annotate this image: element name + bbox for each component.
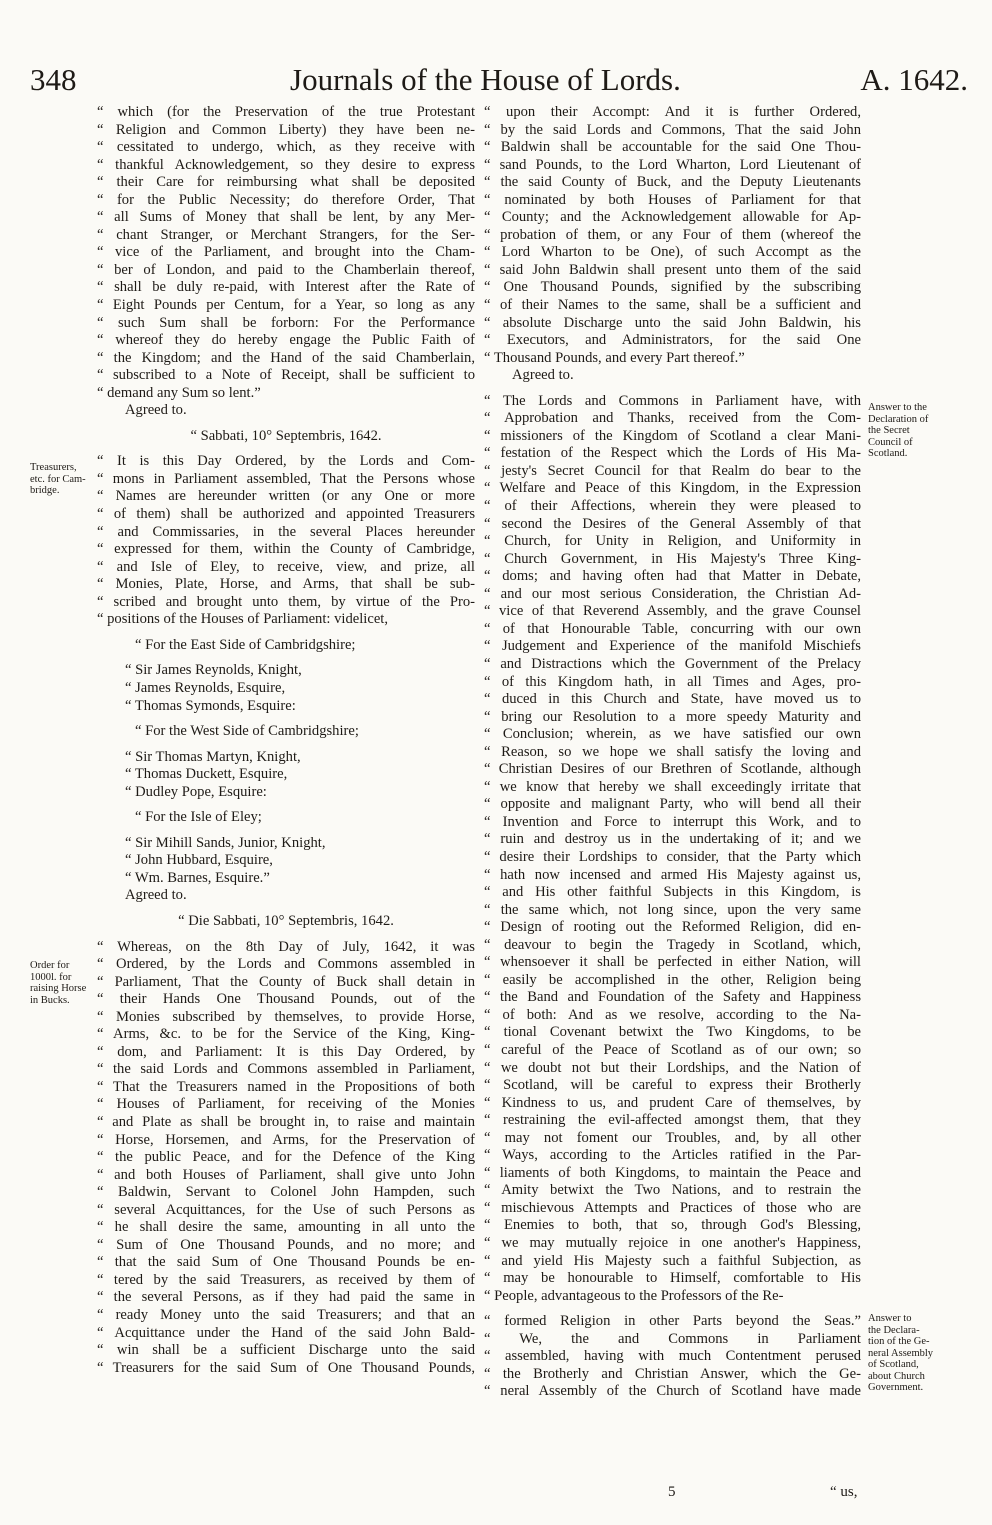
text-line: “ for the Public Necessity; do therefore Order, That [97,191,475,208]
text-line: “ Sum of One Thousand Pounds, and no more; and [97,1236,475,1253]
text-line: “ Houses of Parliament, for receiving of the Monies [97,1096,475,1113]
text-line: “ Christian Desires of our Brethren of Scotlande, although [484,761,861,778]
text-line: “ jesty's Secret Council for that Realm do bear to the [484,462,861,479]
text-line: “ careful of the Peace of Scotland as of our own; so [484,1041,861,1058]
text-line: “ of this Kingdom hath, in all Times and Ages, pro- [484,673,861,690]
text-line: “ Names are hereunder written (or any One or more [97,488,475,505]
text-line: “ sand Pounds, to the Lord Wharton, Lord Lieutenant of [484,156,861,173]
text-line: “ Kindness to us, and prudent Care of themselves, by [484,1094,861,1111]
text-line: “ scribed and brought unto them, by virtue of the Pro- [97,593,475,610]
text-line: “ Horse, Horsemen, and Arms, for the Preservation of [97,1131,475,1148]
text-line: “ and yield His Majesty such a faithful Subjection, as [484,1252,861,1269]
text-line: “ the said County of Buck, and the Deputy Lieutenants [484,174,861,191]
text-line: “ We, the and Commons in Parliament [484,1330,861,1347]
text-line: “ doms; and having often had that Matter in Debate, [484,568,861,585]
text-line: “ Approbation and Thanks, received from the Com- [484,410,861,427]
text-line: “ County; and the Acknowledgement allowable for Ap- [484,209,861,226]
text-line: “ several Acquittances, for the Use of such Persons as [97,1201,475,1218]
text-line: “ may be honourable to Himself, comfortable to His [484,1270,861,1287]
text-line: “ probation of them, or any Four of them (whereof the [484,226,861,243]
text-line: “ and Isle of Eley, to receive, view, and prize, all [97,558,475,575]
text-line: “ vice of the Parliament, and brought into the Cham- [97,244,475,261]
text-line: “ Scotland, will be careful to express their Brotherly [484,1077,861,1094]
text-line: “ festation of the Respect which the Lords of His Ma- [484,445,861,462]
section-heading: “ For the Isle of Eley; [135,809,262,826]
text-line: “ It is this Day Ordered, by the Lords and Com- [97,453,475,470]
text-line: “ the same which, not long since, upon the very same [484,901,861,918]
text-line: “ thankful Acknowledgement, so they desire to express [97,156,475,173]
text-line: “ vice of that Reverend Assembly, and the grave Counsel [484,603,861,620]
text-line: “ the Kingdom; and the Hand of the said Chamberlain, [97,349,475,366]
text-line: “ the public Peace, and for the Defence of the King [97,1149,475,1166]
text-line: “ Design of rooting out the Reformed Religion, did en- [484,919,861,936]
text-line: “ by the said Lords and Commons, That the said John [484,121,861,138]
text-line: “ Thousand Pounds, and every Part thereof.” [484,349,745,366]
text-line: “ tional Covenant betwixt the Two Kingdoms, to be [484,1024,861,1041]
name-line: “ Thomas Duckett, Esquire, [125,766,288,783]
running-title: Journals of the House of Lords. [290,62,681,97]
text-line: “ duced in this Church and State, have moved us to [484,691,861,708]
text-line: “ absolute Discharge unto the said John Baldwin, his [484,314,861,331]
margin-note-treasurers: Treasurers, etc. for Cam- bridge. [30,462,86,496]
text-line: “ positions of the Houses of Parliament: videlicet, [97,611,389,628]
page-number: 348 [30,62,77,97]
text-line: “ cessitated to undergo, which, as they receive with [97,139,475,156]
text-line: “ shall be duly re-paid, with Interest after the Rate of [97,279,475,296]
text-line: “ deavour to begin the Tragedy in Scotland, which, [484,936,861,953]
text-line: “ Amity betwixt the Two Nations, and to restrain the [484,1182,861,1199]
text-line: “ The Lords and Commons in Parliament have, with [484,392,861,409]
text-line: “ missioners of the Kingdom of Scotland a clear Mani- [484,427,861,444]
text-line: “ we may mutually rejoice in one another's Happiness, [484,1235,861,1251]
text-line: “ Judgement and Experience of the manifold Mischiefs [484,638,861,655]
text-line: “ Religion and Common Liberty) they have been ne- [97,121,475,138]
name-line: “ Sir James Reynolds, Knight, [125,662,302,679]
text-line: “ easily be accomplished in the other, Religion being [484,971,861,988]
text-line: “ of their Affections, wherein they were pleased to [484,498,861,515]
text-line: “ we doubt not but their Lordships, and the Nation of [484,1059,861,1076]
text-line: “ mons in Parliament assembled, That the Persons whose [97,470,475,487]
text-line: “ restraining the evil-affected amongst them, that they [484,1112,861,1129]
text-line: “ and Commissaries, in the several Places hereunder [97,523,475,540]
agreed-line: Agreed to. [512,367,574,384]
text-line: “ their Care for reimbursing what shall be deposited [97,174,475,191]
text-line: “ second the Desires of the General Assembly of that [484,515,861,532]
text-line: “ whereof they do hereby engage the Public Faith of [97,332,475,349]
text-line: “ One Thousand Pounds, signified by the subscribing [484,279,861,296]
text-line: “ Invention and Force to interrupt this Work, and to [484,813,861,830]
text-line: “ and both Houses of Parliament, shall give unto John [97,1166,475,1183]
text-line: “ desire their Lordships to consider, that the Party which [484,848,861,865]
text-line: “ Baldwin shall be accountable for the said One Thou- [484,139,861,156]
text-line: “ Ways, according to the Articles ratified in the Par- [484,1147,861,1164]
text-line: “ chant Stranger, or Merchant Strangers, for the Ser- [97,226,475,243]
text-line: “ Eight Pounds per Centum, for a Year, so long as any [97,297,475,314]
name-line: “ Sir Thomas Martyn, Knight, [125,748,301,765]
text-line: “ and His other faithful Subjects in this Kingdom, is [484,884,861,901]
text-line: “ which (for the Preservation of the true Protestant [97,104,475,120]
name-line: “ Wm. Barnes, Esquire.” [125,869,270,886]
text-line: “ and Plate as shall be brought in, to raise and maintain [97,1113,475,1130]
text-line: “ Welfare and Peace of this Kingdom, in the Expression [484,480,861,497]
text-line: “ ruin and destroy us in the undertaking of it; and we [484,831,861,848]
text-line: “ Monies subscribed by themselves, to provide Horse, [97,1008,475,1025]
text-line: “ Church Government, in His Majesty's Three King- [484,550,861,567]
date-heading: “ Die Sabbati, 10° Septembris, 1642. [178,912,394,929]
name-line: “ Sir Mihill Sands, Junior, Knight, [125,834,326,851]
text-line: “ win shall be a sufficient Discharge unto the said [97,1342,475,1359]
text-line: “ demand any Sum so lent.” [97,384,261,401]
page-header [30,62,968,102]
text-line: “ Treasurers for the said Sum of One Thousand Pounds, [97,1359,475,1376]
text-line: “ dom, and Parliament: It is this Day Ordered, by [97,1043,475,1060]
text-line: “ Conclusion; wherein, as we have satisfied our own [484,726,861,743]
text-line: “ opposite and malignant Party, who will bend all their [484,796,861,813]
text-line: “ Enemies to both, that so, through God's Blessing, [484,1217,861,1234]
text-line: “ he shall desire the same, amounting in all unto the [97,1219,475,1236]
left-column [97,104,475,1377]
text-line: “ nominated by both Houses of Parliament for that [484,191,861,208]
text-line: “ the several Persons, as if they had paid the same in [97,1289,475,1306]
text-line: “ of that Honourable Table, concurring with our own [484,620,861,637]
text-line: “ and our most serious Consideration, the Christian Ad- [484,585,861,602]
right-column [484,104,861,1401]
text-line: “ their Hands One Thousand Pounds, out of the [97,991,475,1008]
text-line: “ subscribed to a Note of Receipt, shall be sufficient to [97,367,475,384]
text-line: “ Parliament, That the County of Buck shall detain in [97,973,475,990]
text-line: “ That the Treasurers named in the Propositions of both [97,1078,475,1095]
text-line: “ all Sums of Money that shall be lent, by any Mer- [97,209,475,226]
margin-note-answer-assembly: Answer to the Declara- tion of the Ge- neral Assembly of Scotland, about Church Government. [868,1313,934,1393]
text-line: “ the said Lords and Commons assembled in Parliament, [97,1061,475,1078]
text-line: “ ready Money unto the said Treasurers; and that an [97,1307,475,1323]
text-line: “ hath now incensed and armed His Majesty against us, [484,866,861,883]
text-line: “ the Brotherly and Christian Answer, which the Ge- [484,1365,861,1382]
catchword: “ us, [830,1484,858,1500]
margin-note-answer-council: Answer to the Declaration of the Secret Council of Scotland. [868,402,929,459]
agreed-line: Agreed to. [125,887,187,904]
text-line: “ expressed for them, within the County of Cambridge, [97,541,475,558]
name-line: “ Dudley Pope, Esquire: [125,783,267,800]
text-line: “ Executors, and Administrators, for the said One [484,332,861,349]
margin-note-order: Order for 1000l. for raising Horse in Bucks. [30,960,87,1006]
text-line: “ of them) shall be authorized and appointed Treasurers [97,506,475,523]
text-line: “ upon their Accompt: And it is further Ordered, [484,104,861,120]
text-line: “ ber of London, and paid to the Chamberlain thereof, [97,261,475,278]
text-line: “ whensoever it shall be perfected in either Nation, will [484,954,861,971]
text-line: “ Arms, &c. to be for the Service of the King, King- [97,1026,475,1043]
text-line: “ and Distractions which the Government of the Prelacy [484,655,861,672]
text-line: “ Reason, so we hope we shall satisfy the loving and [484,743,861,760]
section-heading: “ For the East Side of Cambridgshire; [135,636,356,653]
text-line: “ assembled, having with much Contentment perused [484,1348,861,1365]
text-line: “ may not foment our Troubles, and, by all other [484,1129,861,1146]
text-line: “ that the said Sum of One Thousand Pounds be en- [97,1254,475,1271]
text-line: “ formed Religion in other Parts beyond the Seas.” [484,1313,861,1330]
text-line: “ bring our Resolution to a more speedy Maturity and [484,708,861,725]
text-line: “ Whereas, on the 8th Day of July, 1642, it was [97,938,475,955]
text-line: “ neral Assembly of the Church of Scotland have made [484,1383,861,1400]
text-line: “ the Band and Foundation of the Safety and Happiness [484,989,861,1006]
text-line: “ tered by the said Treasurers, as received by them of [97,1271,475,1288]
agreed-line: Agreed to. [125,402,187,419]
text-line: “ said John Baldwin shall present unto them of the said [484,261,861,278]
text-line: “ Acquittance under the Hand of the said John Bald- [97,1324,475,1341]
text-line: “ of both: And as we resolve, according to the Na- [484,1006,861,1023]
section-heading: “ For the West Side of Cambridgshire; [135,723,359,740]
text-line: “ Church, for Unity in Religion, and Uniformity in [484,533,861,550]
text-line: “ liaments of both Kingdoms, to maintain the Peace and [484,1164,861,1181]
text-line: “ Lord Wharton to be One), of such Accompt as the [484,244,861,261]
running-year: A. 1642. [860,62,968,97]
text-line: “ mischievous Attempts and Practices of those who are [484,1199,861,1216]
name-line: “ John Hubbard, Esquire, [125,852,273,869]
name-line: “ James Reynolds, Esquire, [125,679,286,696]
text-line: “ Ordered, by the Lords and Commons assembled in [97,956,475,973]
text-line: “ People, advantageous to the Professors of the Re- [484,1287,784,1304]
text-line: “ such Sum shall be forborn: For the Performance [97,314,475,331]
text-line: “ we know that hereby we shall exceedingly irritate that [484,778,861,795]
signature-mark: 5 [668,1484,676,1500]
text-line: “ Baldwin, Servant to Colonel John Hampden, such [97,1184,475,1201]
text-line: “ of their Names to the same, shall be a sufficient and [484,297,861,314]
name-line: “ Thomas Symonds, Esquire: [125,697,296,714]
date-heading: “ Sabbati, 10° Septembris, 1642. [190,427,382,444]
text-line: “ Monies, Plate, Horse, and Arms, that shall be sub- [97,576,475,593]
